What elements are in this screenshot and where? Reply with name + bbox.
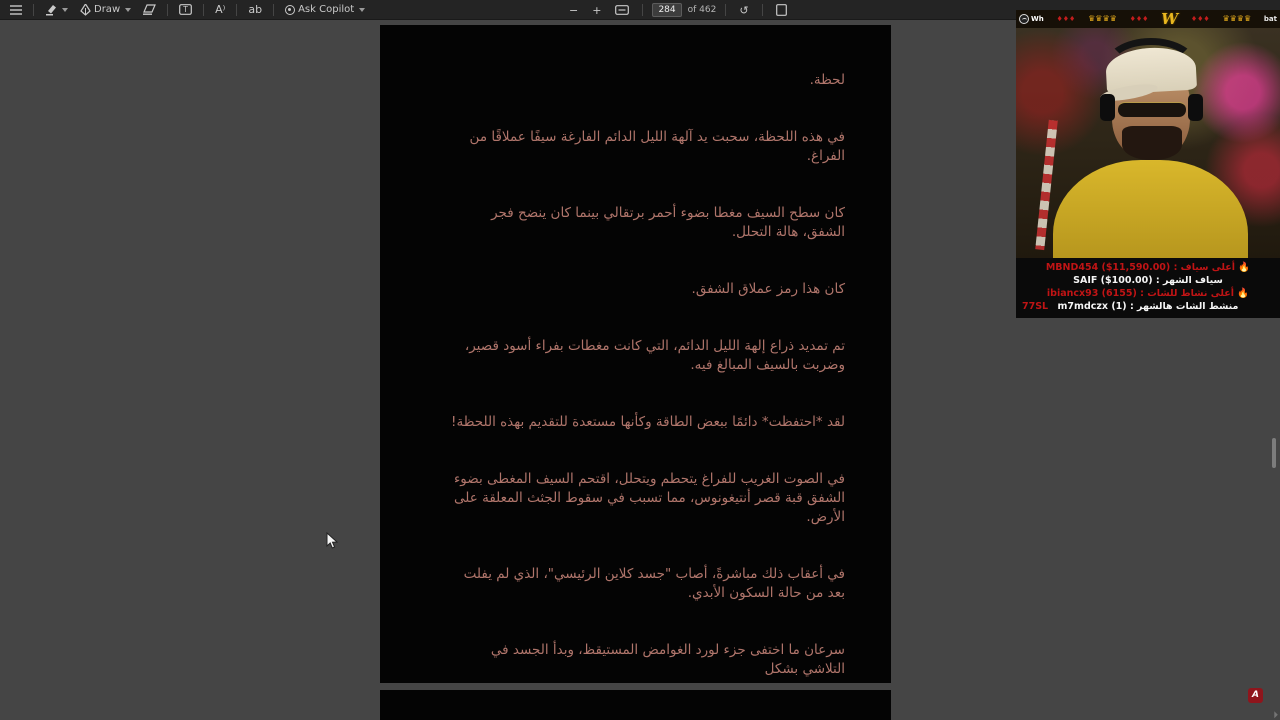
ask-copilot-label: Ask Copilot bbox=[298, 4, 355, 15]
page-view-button[interactable] bbox=[772, 2, 791, 18]
add-text-button[interactable] bbox=[175, 2, 196, 17]
open-in-acrobat-button[interactable]: A bbox=[1248, 688, 1263, 703]
streamer-hoodie bbox=[1053, 160, 1248, 258]
stat-text: منشط الشات هالشهر : m7mdczx (1) bbox=[1057, 301, 1239, 312]
page-total-label: of 462 bbox=[687, 5, 717, 15]
read-aloud-icon: A⁾ bbox=[215, 3, 226, 16]
pdf-page-current bbox=[380, 25, 891, 683]
pen-icon bbox=[80, 4, 91, 16]
toolbar-divider bbox=[236, 4, 237, 16]
stat-text: سياف الشهر : SAIF ($100.00) bbox=[1073, 275, 1223, 286]
plus-icon: + bbox=[592, 3, 602, 17]
headphone-cup-right bbox=[1188, 94, 1203, 121]
document-text bbox=[380, 25, 891, 679]
stat-line bbox=[1018, 261, 1278, 274]
pdf-page-next bbox=[380, 690, 891, 720]
copilot-icon bbox=[285, 5, 295, 15]
stat-line bbox=[1018, 287, 1278, 300]
mouse-cursor bbox=[326, 532, 338, 550]
toolbar-divider bbox=[762, 4, 763, 16]
paragraph: في هذه اللحظة، سحبت يد آلهة الليل الدائم الفارغة سيفًا عملاقًا من الفراغ. bbox=[469, 129, 845, 164]
erase-button[interactable] bbox=[139, 2, 160, 17]
paragraph: كان سطح السيف مغطا بضوء أحمر برتقالي بينما كان ينضح فجر الشفق، هالة التحلل. bbox=[491, 205, 845, 240]
paragraph: تم تمديد ذراع إلهة الليل الدائم، التي كانت مغطات بفراء أسود قصير، وضربت بالسيف المبالغ فيه. bbox=[464, 338, 845, 373]
toolbar-divider bbox=[203, 4, 204, 16]
text-box-icon bbox=[179, 4, 192, 15]
streamer-beard bbox=[1122, 126, 1182, 160]
donation-stats-panel bbox=[1016, 258, 1280, 318]
chevron-down-icon bbox=[125, 8, 131, 12]
draw-button[interactable] bbox=[76, 2, 135, 18]
zoom-in-button[interactable] bbox=[588, 3, 605, 18]
corner-expand-icon bbox=[1267, 708, 1278, 719]
paragraph: لحظة. bbox=[809, 72, 845, 88]
page-number-input[interactable]: 284 bbox=[652, 3, 681, 17]
overlay-left-badge: Wh bbox=[1019, 14, 1044, 24]
toolbar-divider bbox=[642, 4, 643, 16]
gold-crown-ornament: ♛♛♛♛ bbox=[1222, 14, 1252, 23]
highlight-button[interactable] bbox=[41, 2, 72, 18]
toolbar-divider bbox=[33, 4, 34, 16]
paragraph: سرعان ما اختفى جزء لورد الغوامض المستيقظ، وبدأ الجسد في التلاشي بشكل bbox=[490, 642, 845, 677]
highlighter-icon bbox=[45, 4, 57, 16]
stat-line bbox=[1018, 300, 1278, 313]
hamburger-menu-icon bbox=[10, 5, 22, 15]
ask-copilot-button[interactable] bbox=[281, 2, 369, 17]
overlay-right-badge: bat bbox=[1263, 15, 1277, 23]
toolbar-divider bbox=[725, 4, 726, 16]
stat-line bbox=[1018, 274, 1278, 287]
red-diamond-ornament: ♦♦♦ bbox=[1190, 14, 1210, 23]
headphone-cup-left bbox=[1100, 94, 1115, 121]
paragraph: لقد *احتفظت* دائمًا ببعض الطاقة وكأنها مستعدة للتقديم بهذه اللحظة! bbox=[451, 414, 845, 430]
eraser-icon bbox=[143, 4, 156, 15]
page-view-icon bbox=[776, 4, 787, 16]
red-diamond-ornament: ♦♦♦ bbox=[1056, 14, 1076, 23]
stat-text: 🔥 أعلى نشاط للشات : ibiancx93 (6155) bbox=[1046, 288, 1250, 299]
search-text-button[interactable] bbox=[244, 2, 266, 17]
ab-text-icon: ab bbox=[248, 3, 263, 16]
gold-crown-ornament: ♛♛♛♛ bbox=[1088, 14, 1117, 23]
webcam-video bbox=[1016, 28, 1280, 258]
toolbar-divider bbox=[167, 4, 168, 16]
paragraph: كان هذا رمز عملاق الشفق. bbox=[691, 281, 845, 297]
chevron-down-icon bbox=[359, 8, 365, 12]
toolbar-divider bbox=[273, 4, 274, 16]
draw-label: Draw bbox=[94, 4, 121, 15]
overlay-decorative-strip bbox=[1016, 10, 1280, 28]
zoom-out-button[interactable] bbox=[565, 3, 582, 18]
whatsapp-icon bbox=[1019, 14, 1029, 24]
fit-width-icon bbox=[615, 5, 629, 15]
fit-to-width-button[interactable] bbox=[611, 3, 633, 17]
rotate-icon: ↺ bbox=[739, 3, 749, 17]
chevron-down-icon bbox=[62, 8, 68, 12]
paragraph: في الصوت الغريب للفراغ يتحطم ويتحلل، اقتحم السيف المغطى بضوء الشفق قبة قصر أنتيغونوس، مما تسبب في سقوط الجثث المعلقة على الأرض. bbox=[453, 471, 845, 525]
table-of-contents-button[interactable] bbox=[6, 3, 26, 17]
minus-icon: − bbox=[569, 3, 579, 17]
red-diamond-ornament: ♦♦♦ bbox=[1129, 14, 1149, 23]
paragraph: في أعقاب ذلك مباشرةً، أصاب "جسد كلاين الرئيسي"، الذي لم يفلت بعد من حالة السكون الأبدي. bbox=[463, 566, 845, 601]
gold-w-logo: W bbox=[1161, 10, 1179, 28]
read-aloud-button[interactable] bbox=[211, 2, 229, 17]
stat-ticker-fragment: 77SL bbox=[1022, 301, 1049, 312]
stat-text: 🔥 أعلى سياف : MBND454 ($11,590.00) bbox=[1045, 262, 1251, 273]
svg-text:T: T bbox=[183, 5, 188, 15]
rotate-button[interactable] bbox=[735, 3, 752, 18]
vertical-scrollbar-thumb[interactable] bbox=[1272, 438, 1276, 468]
stream-overlay bbox=[1016, 10, 1280, 318]
streamer-glasses bbox=[1118, 102, 1186, 117]
